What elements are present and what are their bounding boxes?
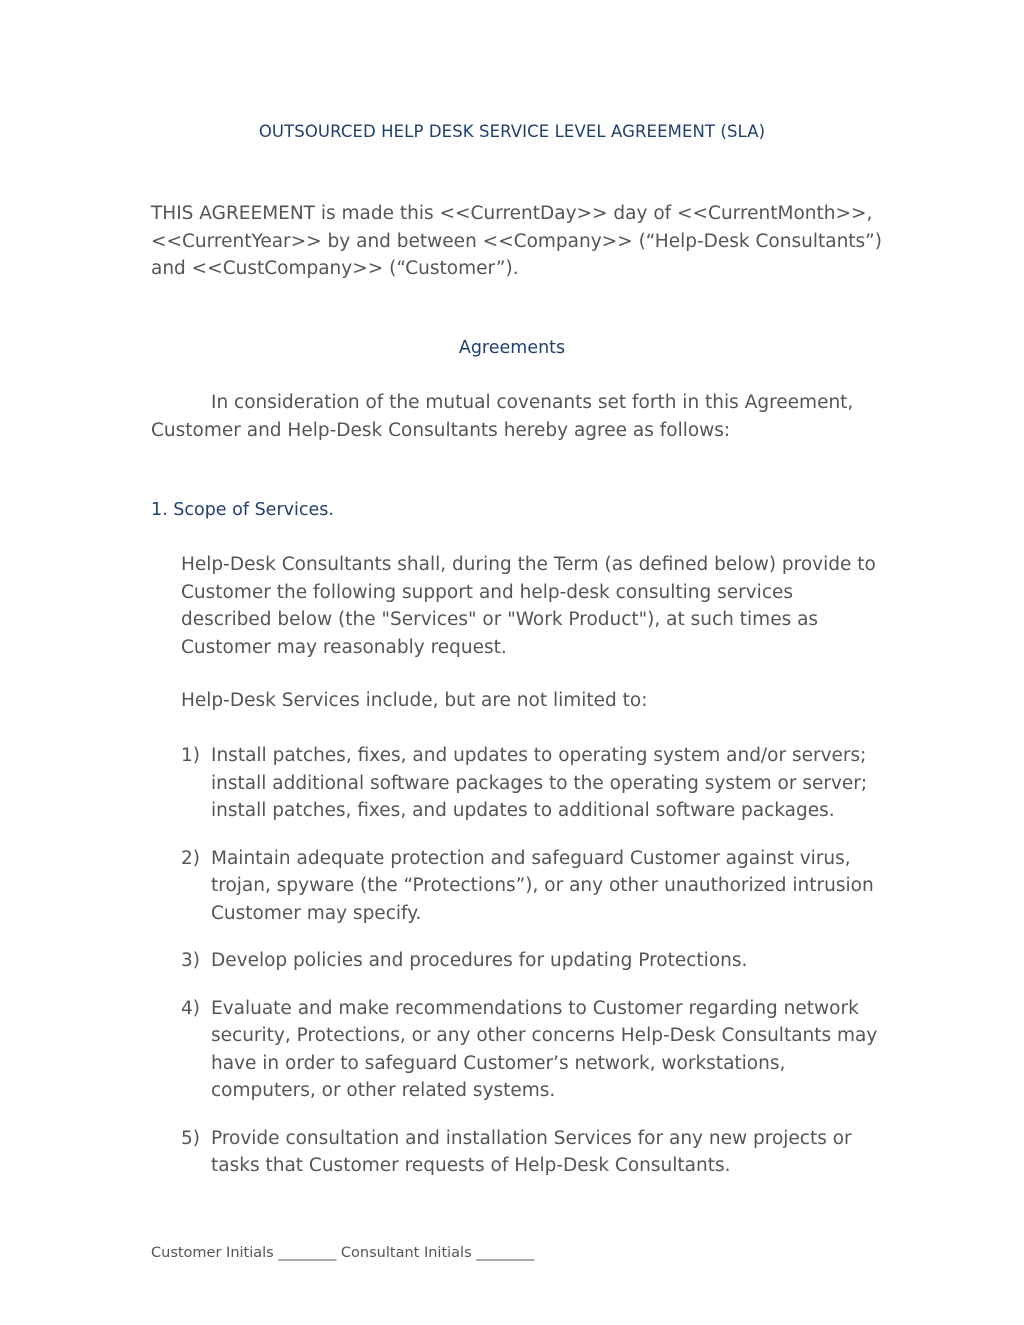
scope-paragraph: Help-Desk Consultants shall, during the Term (as defined below) provide to Customer the following support and help-desk consulting services described below (the "Services" or "Work Product"), at such times as Customer may reasonably request.	[181, 554, 876, 658]
list-item-text: Provide consultation and installation Services for any new projects or tasks that Customer requests of Help-Desk Consultants.	[211, 1127, 852, 1176]
agreements-heading: Agreements	[458, 338, 566, 358]
list-item	[181, 1125, 881, 1180]
list-item	[181, 947, 881, 975]
consideration-paragraph: In consideration of the mutual covenants set forth in this Agreement, Customer and Help-Desk Consultants hereby agree as follows:	[151, 392, 854, 441]
list-item-text: Develop policies and procedures for updating Protections.	[211, 950, 748, 971]
list-item-text: Maintain adequate protection and safeguard Customer against virus, trojan, spyware (the “Protections”), or any other unauthorized intrusion Customer may specify.	[211, 847, 874, 924]
list-item-number: 3)	[181, 950, 200, 971]
list-item-number: 4)	[181, 997, 200, 1019]
list-item-text: Evaluate and make recommendations to Customer regarding network security, Protections, or any other concerns Help-Desk Consultants may have in order to safeguard Customer’s network, workstations, computers, or other related systems.	[211, 997, 878, 1101]
list-item-number: 1)	[181, 745, 200, 766]
intro-paragraph: THIS AGREEMENT is made this <<CurrentDay>> day of <<CurrentMonth>>, <<CurrentYear>> by and between <<Company>> (“Help-Desk Consultants”) and <<CustCompany>> (“Customer”).	[151, 203, 882, 279]
initials-footer: Customer Initials ________ Consultant Initials ________	[151, 1245, 535, 1261]
list-item	[181, 995, 881, 1105]
list-item-number: 5)	[181, 1127, 200, 1149]
services-intro: Help-Desk Services include, but are not limited to:	[181, 690, 648, 711]
list-item-text: Install patches, fixes, and updates to operating system and/or servers; install additional software packages to the operating system or server; install patches, fixes, and updates to additional software packages.	[211, 745, 868, 821]
scope-heading: 1. Scope of Services.	[151, 500, 334, 520]
services-list	[181, 742, 881, 1200]
list-item	[181, 742, 881, 825]
list-item	[181, 845, 881, 928]
list-item-number: 2)	[181, 847, 200, 869]
document-title: OUTSOURCED HELP DESK SERVICE LEVEL AGREEMENT (SLA)	[258, 122, 766, 141]
